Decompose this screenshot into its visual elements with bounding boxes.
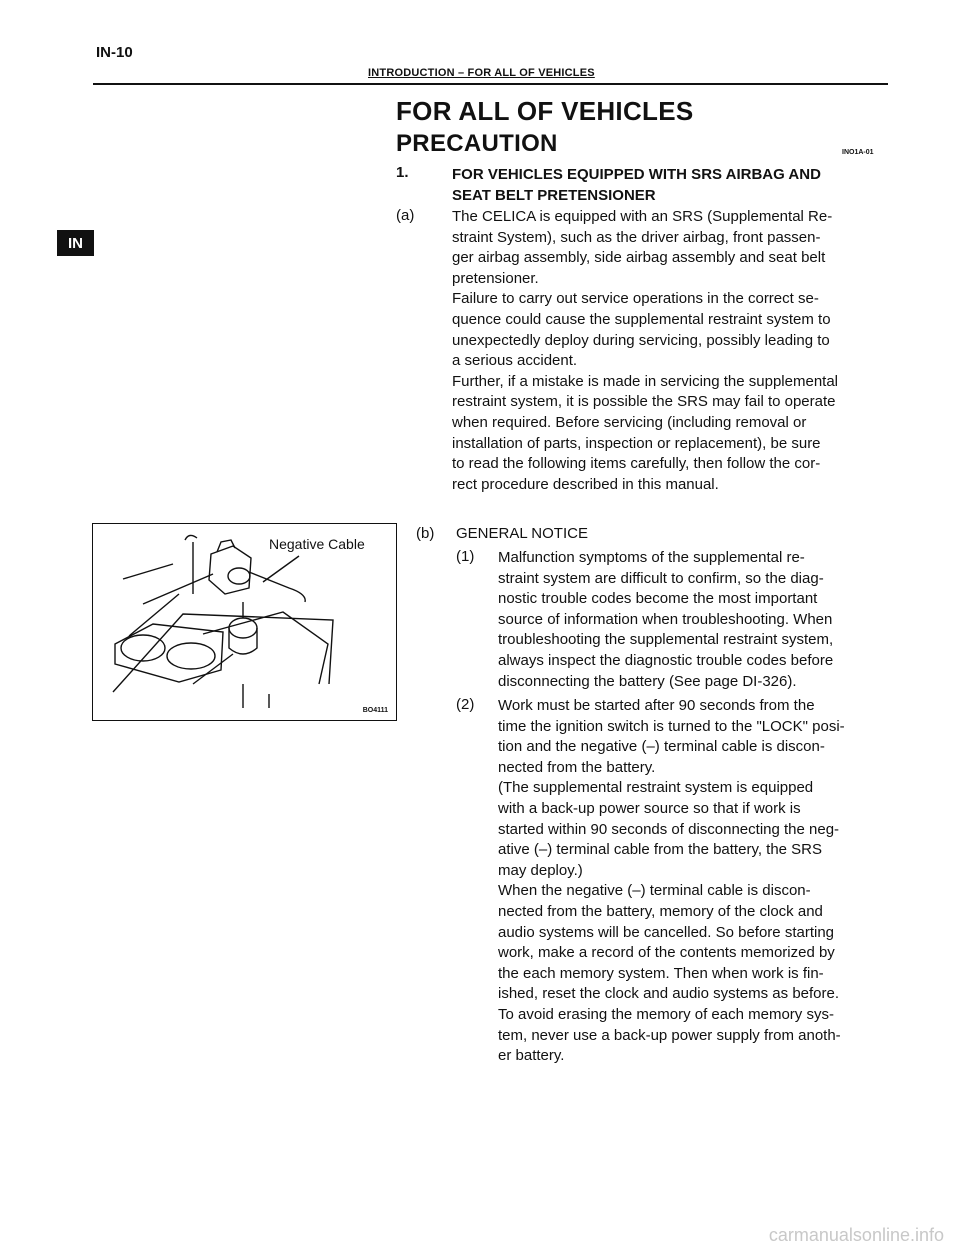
sub-2-label: (2) [456,696,475,713]
text-line: when required. Before servicing (including removal or [452,413,807,431]
footer-watermark: carmanualsonline.info [768,1225,944,1245]
text-line: pretensioner. [452,269,539,287]
text-line: started within 90 seconds of disconnecting the neg- [498,820,840,838]
item-b-heading: GENERAL NOTICE [456,525,588,542]
text-line: to read the following items carefully, then follow the cor- [452,455,821,473]
text-line: er battery. [498,1047,565,1065]
text-line: source of information when troubleshooting. When [498,610,833,628]
page-id: IN-10 [96,44,133,61]
text-line: disconnecting the battery (See page DI-326). [498,672,797,690]
item-1-heading [452,164,892,206]
text-line: nostic trouble codes become the most important [498,590,818,608]
text-line: Work must be started after 90 seconds from the [498,697,815,714]
item-a-label: (a) [396,207,415,224]
text-line: always inspect the diagnostic trouble codes before [498,651,834,669]
text-line: may deploy.) [498,861,583,879]
item-1-heading-line: SEAT BELT PRETENSIONER [452,187,656,204]
text-line: To avoid erasing the memory of each memory sys- [498,1005,834,1023]
text-line: ative (–) terminal cable from the battery, the SRS [498,841,823,859]
text-line: restraint system, it is possible the SRS may fail to operate [452,393,836,411]
text-line: nected from the battery, memory of the clock and [498,902,823,920]
text-line: quence could cause the supplemental restraint system to [452,310,831,328]
figure-caption: Negative Cable [269,536,365,552]
text-line: nected from the battery. [498,758,656,776]
text-line: Further, if a mistake is made in servicing the supplemental [452,372,839,390]
text-line: unexpectedly deploy during servicing, possibly leading to [452,331,830,349]
running-head: INTRODUCTION – FOR ALL OF VEHICLES [368,67,595,79]
battery-figure [92,523,397,721]
text-line: straint System), such as the driver airbag, front passen- [452,228,821,246]
section-title: PRECAUTION [396,130,558,157]
section-tab: IN [57,230,94,256]
text-line: time the ignition switch is turned to the "LOCK" posi- [498,717,845,735]
item-1-heading-line: FOR VEHICLES EQUIPPED WITH SRS AIRBAG AND [452,166,821,183]
text-line: When the negative (–) terminal cable is discon- [498,882,811,900]
text-line: work, make a record of the contents memorized by [498,944,835,962]
sub-1-text [498,548,891,692]
figure-code: BO4111 [362,707,388,714]
battery-terminal-illustration [93,524,395,719]
text-line: the each memory system. Then when work is fin- [498,964,824,982]
header-rule [93,83,888,85]
text-line: audio systems will be cancelled. So before starting [498,923,835,941]
text-line: tem, never use a back-up power supply from anoth- [498,1026,841,1044]
sub-1-label: (1) [456,548,475,565]
text-line: ished, reset the clock and audio systems as before. [498,985,840,1003]
text-line: a serious accident. [452,352,578,370]
text-line: tion and the negative (–) terminal cable is discon- [498,738,825,756]
text-line: ger airbag assembly, side airbag assembly and seat belt [452,249,826,267]
text-line: with a back-up power source so that if work is [498,799,801,817]
main-title: FOR ALL OF VEHICLES [396,96,694,126]
text-line: straint system are difficult to confirm, so the diag- [498,569,824,587]
text-line: The CELICA is equipped with an SRS (Supplemental Re- [452,208,833,225]
sub-2-text [498,696,891,1067]
text-line: (The supplemental restraint system is equipped [498,779,814,797]
text-line: installation of parts, inspection or replacement), be sure [452,434,821,452]
section-code: INO1A-01 [842,149,874,156]
text-line: troubleshooting the supplemental restraint system, [498,631,834,649]
text-line: Failure to carry out service operations in the correct se- [452,290,819,308]
text-line: Malfunction symptoms of the supplemental re- [498,549,805,566]
item-a-text [452,207,880,495]
item-b-label: (b) [416,525,435,542]
item-1-number: 1. [396,164,409,181]
text-line: rect procedure described in this manual. [452,475,719,493]
